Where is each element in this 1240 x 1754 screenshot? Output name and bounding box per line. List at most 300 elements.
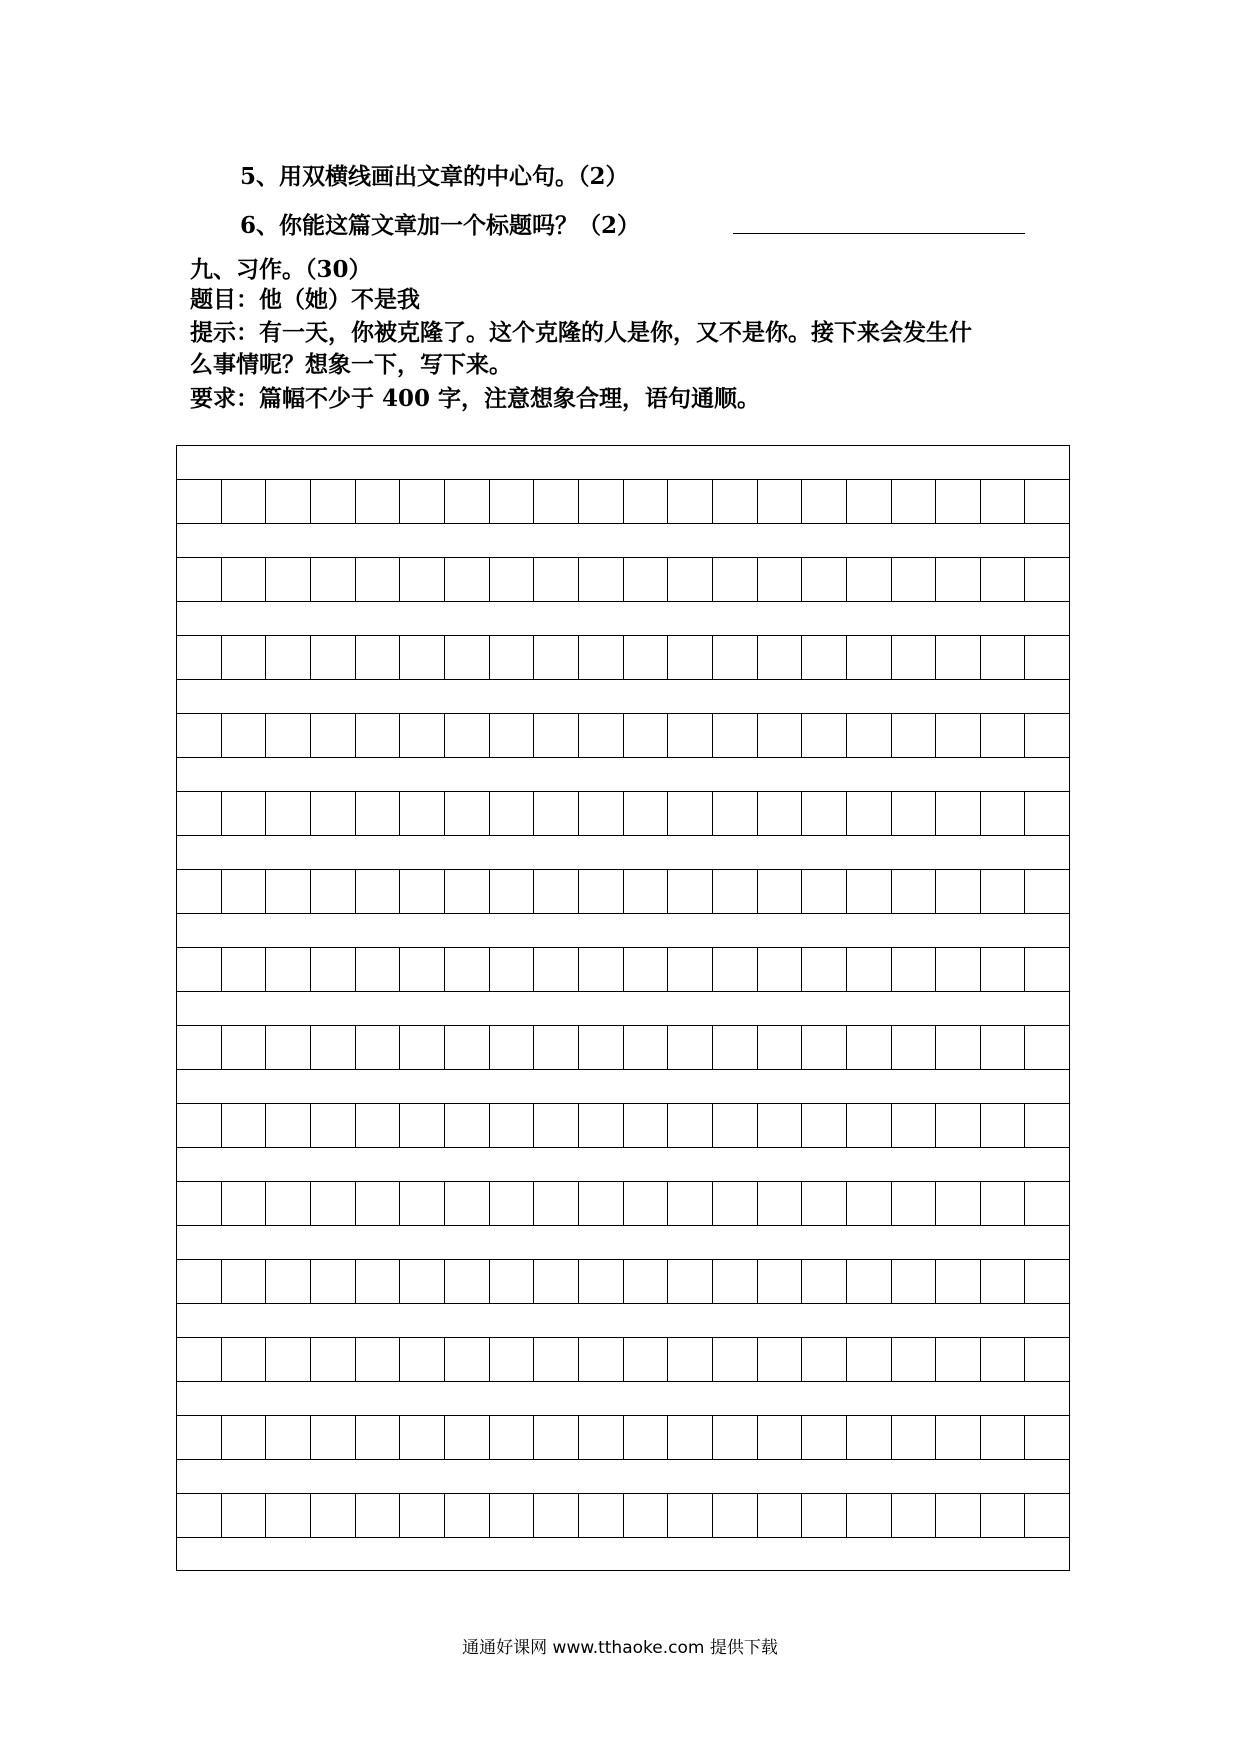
grid-cell[interactable] bbox=[534, 1026, 579, 1069]
grid-cell[interactable] bbox=[534, 948, 579, 991]
grid-cell[interactable] bbox=[758, 480, 803, 523]
grid-cell[interactable] bbox=[266, 636, 311, 679]
grid-cell[interactable] bbox=[311, 1026, 356, 1069]
grid-cell[interactable] bbox=[222, 1260, 267, 1303]
grid-row bbox=[177, 791, 1069, 836]
grid-cell[interactable] bbox=[758, 1104, 803, 1147]
grid-cell[interactable] bbox=[847, 714, 892, 757]
grid-row bbox=[177, 1181, 1069, 1226]
grid-cell[interactable] bbox=[177, 1026, 222, 1069]
grid-cell[interactable] bbox=[579, 1494, 624, 1537]
grid-cell[interactable] bbox=[400, 1494, 445, 1537]
grid-cell[interactable] bbox=[981, 714, 1026, 757]
grid-cell[interactable] bbox=[534, 792, 579, 835]
grid-cell[interactable] bbox=[936, 1182, 981, 1225]
grid-cell[interactable] bbox=[356, 1026, 401, 1069]
grid-cell[interactable] bbox=[1025, 480, 1069, 523]
grid-cell[interactable] bbox=[490, 1338, 535, 1381]
grid-cell[interactable] bbox=[222, 1338, 267, 1381]
grid-cell[interactable] bbox=[534, 870, 579, 913]
grid-cell[interactable] bbox=[847, 1416, 892, 1459]
grid-cell[interactable] bbox=[847, 1494, 892, 1537]
grid-cell[interactable] bbox=[490, 792, 535, 835]
grid-cell[interactable] bbox=[534, 1338, 579, 1381]
grid-cell[interactable] bbox=[400, 1260, 445, 1303]
grid-cell[interactable] bbox=[713, 1338, 758, 1381]
grid-cell[interactable] bbox=[579, 1260, 624, 1303]
grid-cell[interactable] bbox=[222, 792, 267, 835]
grid-cell[interactable] bbox=[490, 480, 535, 523]
composition-topic: 题目：他（她）不是我 bbox=[190, 286, 420, 313]
grid-cell[interactable] bbox=[445, 870, 490, 913]
grid-cell[interactable] bbox=[1025, 1260, 1069, 1303]
answer-blank-line[interactable] bbox=[733, 233, 1025, 234]
grid-cell[interactable] bbox=[177, 480, 222, 523]
grid-cell[interactable] bbox=[758, 1494, 803, 1537]
grid-cell[interactable] bbox=[847, 636, 892, 679]
grid-row bbox=[177, 1493, 1069, 1538]
grid-cell[interactable] bbox=[311, 1416, 356, 1459]
grid-cell[interactable] bbox=[892, 1026, 937, 1069]
grid-cell[interactable] bbox=[266, 1182, 311, 1225]
grid-cell[interactable] bbox=[177, 1182, 222, 1225]
grid-cell[interactable] bbox=[490, 636, 535, 679]
grid-cell[interactable] bbox=[177, 1338, 222, 1381]
grid-cell[interactable] bbox=[936, 714, 981, 757]
grid-cell[interactable] bbox=[311, 792, 356, 835]
grid-cell[interactable] bbox=[177, 948, 222, 991]
grid-cell[interactable] bbox=[624, 1104, 669, 1147]
grid-cell[interactable] bbox=[266, 1338, 311, 1381]
grid-cell[interactable] bbox=[311, 1494, 356, 1537]
grid-cell[interactable] bbox=[177, 1494, 222, 1537]
grid-cell[interactable] bbox=[266, 870, 311, 913]
grid-cell[interactable] bbox=[981, 558, 1026, 601]
grid-cell[interactable] bbox=[713, 558, 758, 601]
grid-cell[interactable] bbox=[802, 1494, 847, 1537]
grid-cell[interactable] bbox=[668, 1338, 713, 1381]
grid-cell[interactable] bbox=[222, 1494, 267, 1537]
grid-cell[interactable] bbox=[356, 558, 401, 601]
grid-cell[interactable] bbox=[668, 1494, 713, 1537]
grid-cell[interactable] bbox=[356, 1416, 401, 1459]
grid-cell[interactable] bbox=[1025, 792, 1069, 835]
grid-cell[interactable] bbox=[624, 1260, 669, 1303]
grid-cell[interactable] bbox=[624, 948, 669, 991]
grid-cell[interactable] bbox=[177, 558, 222, 601]
grid-cell[interactable] bbox=[177, 792, 222, 835]
grid-cell[interactable] bbox=[356, 480, 401, 523]
grid-cell[interactable] bbox=[579, 1338, 624, 1381]
grid-cell[interactable] bbox=[356, 1182, 401, 1225]
grid-cell[interactable] bbox=[802, 1182, 847, 1225]
grid-cell[interactable] bbox=[356, 714, 401, 757]
grid-cell[interactable] bbox=[177, 1104, 222, 1147]
grid-cell[interactable] bbox=[981, 636, 1026, 679]
grid-cell[interactable] bbox=[445, 1182, 490, 1225]
grid-cell[interactable] bbox=[936, 1338, 981, 1381]
grid-cell[interactable] bbox=[758, 870, 803, 913]
grid-cell[interactable] bbox=[579, 948, 624, 991]
grid-cell[interactable] bbox=[981, 480, 1026, 523]
grid-row bbox=[177, 557, 1069, 602]
grid-cell[interactable] bbox=[534, 1416, 579, 1459]
grid-cell[interactable] bbox=[445, 714, 490, 757]
grid-cell[interactable] bbox=[892, 792, 937, 835]
grid-cell[interactable] bbox=[356, 1260, 401, 1303]
grid-cell[interactable] bbox=[892, 1494, 937, 1537]
grid-cell[interactable] bbox=[1025, 1338, 1069, 1381]
grid-cell[interactable] bbox=[936, 948, 981, 991]
grid-cell[interactable] bbox=[713, 1416, 758, 1459]
grid-cell[interactable] bbox=[713, 948, 758, 991]
grid-cell[interactable] bbox=[892, 558, 937, 601]
grid-cell[interactable] bbox=[1025, 1182, 1069, 1225]
grid-cell[interactable] bbox=[981, 1182, 1026, 1225]
grid-cell[interactable] bbox=[847, 870, 892, 913]
grid-cell[interactable] bbox=[177, 1416, 222, 1459]
grid-cell[interactable] bbox=[981, 1338, 1026, 1381]
grid-cell[interactable] bbox=[892, 714, 937, 757]
grid-cell[interactable] bbox=[534, 1182, 579, 1225]
grid-cell[interactable] bbox=[177, 714, 222, 757]
grid-cell[interactable] bbox=[624, 1026, 669, 1069]
grid-cell[interactable] bbox=[758, 1182, 803, 1225]
grid-cell[interactable] bbox=[445, 1494, 490, 1537]
grid-cell[interactable] bbox=[668, 792, 713, 835]
grid-cell[interactable] bbox=[802, 558, 847, 601]
grid-cell[interactable] bbox=[445, 948, 490, 991]
section-heading: 九、习作。（30） bbox=[190, 256, 372, 283]
grid-cell[interactable] bbox=[445, 1026, 490, 1069]
grid-cell[interactable] bbox=[668, 636, 713, 679]
grid-cell[interactable] bbox=[222, 636, 267, 679]
grid-cell[interactable] bbox=[624, 792, 669, 835]
grid-cell[interactable] bbox=[400, 714, 445, 757]
grid-cell[interactable] bbox=[400, 792, 445, 835]
grid-cell[interactable] bbox=[445, 636, 490, 679]
grid-cell[interactable] bbox=[311, 870, 356, 913]
grid-cell[interactable] bbox=[222, 480, 267, 523]
grid-cell[interactable] bbox=[490, 1104, 535, 1147]
grid-cell[interactable] bbox=[534, 636, 579, 679]
grid-cell[interactable] bbox=[311, 948, 356, 991]
grid-cell[interactable] bbox=[847, 1104, 892, 1147]
grid-cell[interactable] bbox=[579, 636, 624, 679]
grid-cell[interactable] bbox=[490, 948, 535, 991]
grid-cell[interactable] bbox=[445, 1338, 490, 1381]
grid-cell[interactable] bbox=[936, 792, 981, 835]
grid-cell[interactable] bbox=[579, 558, 624, 601]
grid-row bbox=[177, 1415, 1069, 1460]
grid-cell[interactable] bbox=[400, 1026, 445, 1069]
grid-cell[interactable] bbox=[400, 480, 445, 523]
grid-cell[interactable] bbox=[802, 636, 847, 679]
grid-cell[interactable] bbox=[356, 1494, 401, 1537]
grid-cell[interactable] bbox=[758, 636, 803, 679]
grid-cell[interactable] bbox=[266, 1260, 311, 1303]
grid-cell[interactable] bbox=[802, 480, 847, 523]
grid-cell[interactable] bbox=[713, 792, 758, 835]
grid-cell[interactable] bbox=[936, 636, 981, 679]
grid-cell[interactable] bbox=[713, 870, 758, 913]
grid-cell[interactable] bbox=[802, 1260, 847, 1303]
grid-cell[interactable] bbox=[222, 558, 267, 601]
grid-cell[interactable] bbox=[490, 714, 535, 757]
grid-cell[interactable] bbox=[266, 558, 311, 601]
grid-cell[interactable] bbox=[445, 480, 490, 523]
grid-cell[interactable] bbox=[311, 1338, 356, 1381]
composition-requirement: 要求：篇幅不少于 400 字，注意想象合理，语句通顺。 bbox=[190, 385, 761, 412]
grid-row bbox=[177, 713, 1069, 758]
grid-cell[interactable] bbox=[266, 714, 311, 757]
grid-cell[interactable] bbox=[400, 558, 445, 601]
grid-cell[interactable] bbox=[445, 1260, 490, 1303]
grid-cell[interactable] bbox=[892, 636, 937, 679]
grid-cell[interactable] bbox=[1025, 948, 1069, 991]
grid-cell[interactable] bbox=[579, 1182, 624, 1225]
grid-cell[interactable] bbox=[534, 1260, 579, 1303]
grid-cell[interactable] bbox=[981, 1104, 1026, 1147]
grid-cell[interactable] bbox=[892, 480, 937, 523]
grid-cell[interactable] bbox=[266, 1104, 311, 1147]
grid-cell[interactable] bbox=[847, 1182, 892, 1225]
grid-cell[interactable] bbox=[936, 1260, 981, 1303]
grid-cell[interactable] bbox=[847, 792, 892, 835]
grid-cell[interactable] bbox=[802, 1338, 847, 1381]
grid-cell[interactable] bbox=[713, 480, 758, 523]
grid-cell[interactable] bbox=[445, 558, 490, 601]
grid-cell[interactable] bbox=[356, 1104, 401, 1147]
grid-cell[interactable] bbox=[713, 1026, 758, 1069]
grid-cell[interactable] bbox=[534, 714, 579, 757]
grid-cell[interactable] bbox=[847, 1338, 892, 1381]
grid-cell[interactable] bbox=[311, 636, 356, 679]
grid-cell[interactable] bbox=[981, 948, 1026, 991]
grid-cell[interactable] bbox=[624, 480, 669, 523]
grid-cell[interactable] bbox=[668, 1026, 713, 1069]
grid-cell[interactable] bbox=[490, 870, 535, 913]
grid-cell[interactable] bbox=[266, 480, 311, 523]
grid-cell[interactable] bbox=[758, 1338, 803, 1381]
grid-cell[interactable] bbox=[534, 558, 579, 601]
grid-cell[interactable] bbox=[668, 1182, 713, 1225]
grid-cell[interactable] bbox=[311, 480, 356, 523]
grid-cell[interactable] bbox=[1025, 1416, 1069, 1459]
grid-cell[interactable] bbox=[892, 1416, 937, 1459]
grid-cell[interactable] bbox=[936, 1494, 981, 1537]
grid-cell[interactable] bbox=[802, 1416, 847, 1459]
grid-cell[interactable] bbox=[892, 1260, 937, 1303]
grid-cell[interactable] bbox=[892, 1104, 937, 1147]
grid-cell[interactable] bbox=[713, 1494, 758, 1537]
grid-cell[interactable] bbox=[802, 1104, 847, 1147]
grid-cell[interactable] bbox=[579, 1416, 624, 1459]
composition-hint-line-1: 提示：有一天，你被克隆了。这个克隆的人是你，又不是你。接下来会发生什 bbox=[190, 319, 972, 346]
grid-cell[interactable] bbox=[668, 870, 713, 913]
grid-cell[interactable] bbox=[266, 1416, 311, 1459]
grid-cell[interactable] bbox=[356, 948, 401, 991]
grid-cell[interactable] bbox=[624, 1494, 669, 1537]
grid-cell[interactable] bbox=[490, 1260, 535, 1303]
grid-cell[interactable] bbox=[534, 1104, 579, 1147]
grid-row bbox=[177, 635, 1069, 680]
grid-cell[interactable] bbox=[981, 1494, 1026, 1537]
grid-cell[interactable] bbox=[311, 714, 356, 757]
grid-cell[interactable] bbox=[356, 636, 401, 679]
grid-cell[interactable] bbox=[713, 1182, 758, 1225]
grid-cell[interactable] bbox=[400, 1104, 445, 1147]
grid-cell[interactable] bbox=[222, 870, 267, 913]
grid-cell[interactable] bbox=[1025, 1104, 1069, 1147]
grid-cell[interactable] bbox=[936, 480, 981, 523]
grid-cell[interactable] bbox=[758, 714, 803, 757]
grid-cell[interactable] bbox=[802, 1026, 847, 1069]
grid-cell[interactable] bbox=[266, 948, 311, 991]
grid-cell[interactable] bbox=[936, 870, 981, 913]
grid-cell[interactable] bbox=[579, 792, 624, 835]
grid-cell[interactable] bbox=[445, 1104, 490, 1147]
question-6: 6、你能这篇文章加一个标题吗？（2） bbox=[240, 212, 641, 239]
grid-cell[interactable] bbox=[1025, 558, 1069, 601]
grid-cell[interactable] bbox=[624, 1416, 669, 1459]
grid-cell[interactable] bbox=[713, 636, 758, 679]
grid-row bbox=[177, 869, 1069, 914]
grid-cell[interactable] bbox=[936, 558, 981, 601]
grid-cell[interactable] bbox=[445, 792, 490, 835]
grid-cell[interactable] bbox=[668, 948, 713, 991]
grid-cell[interactable] bbox=[936, 1026, 981, 1069]
grid-cell[interactable] bbox=[668, 1104, 713, 1147]
grid-cell[interactable] bbox=[490, 558, 535, 601]
grid-cell[interactable] bbox=[624, 870, 669, 913]
grid-row bbox=[177, 947, 1069, 992]
grid-cell[interactable] bbox=[892, 1182, 937, 1225]
grid-cell[interactable] bbox=[981, 1416, 1026, 1459]
grid-cell[interactable] bbox=[266, 792, 311, 835]
grid-cell[interactable] bbox=[579, 714, 624, 757]
grid-cell[interactable] bbox=[356, 792, 401, 835]
grid-cell[interactable] bbox=[668, 1416, 713, 1459]
grid-cell[interactable] bbox=[400, 870, 445, 913]
grid-cell[interactable] bbox=[222, 948, 267, 991]
grid-cell[interactable] bbox=[713, 1260, 758, 1303]
grid-cell[interactable] bbox=[847, 948, 892, 991]
grid-cell[interactable] bbox=[400, 1182, 445, 1225]
grid-cell[interactable] bbox=[713, 1104, 758, 1147]
grid-cell[interactable] bbox=[266, 1494, 311, 1537]
grid-cell[interactable] bbox=[222, 1182, 267, 1225]
grid-cell[interactable] bbox=[311, 1104, 356, 1147]
grid-cell[interactable] bbox=[668, 1260, 713, 1303]
grid-cell[interactable] bbox=[802, 792, 847, 835]
grid-cell[interactable] bbox=[400, 948, 445, 991]
grid-cell[interactable] bbox=[177, 1260, 222, 1303]
grid-row bbox=[177, 479, 1069, 524]
grid-cell[interactable] bbox=[936, 1104, 981, 1147]
grid-cell[interactable] bbox=[668, 480, 713, 523]
grid-cell[interactable] bbox=[847, 480, 892, 523]
grid-cell[interactable] bbox=[624, 714, 669, 757]
grid-cell[interactable] bbox=[177, 870, 222, 913]
grid-cell[interactable] bbox=[356, 870, 401, 913]
grid-cell[interactable] bbox=[1025, 1494, 1069, 1537]
grid-cell[interactable] bbox=[222, 1104, 267, 1147]
grid-cell[interactable] bbox=[222, 1026, 267, 1069]
grid-cell[interactable] bbox=[668, 558, 713, 601]
grid-cell[interactable] bbox=[847, 1026, 892, 1069]
grid-cell[interactable] bbox=[981, 1026, 1026, 1069]
grid-cell[interactable] bbox=[892, 1338, 937, 1381]
grid-cell[interactable] bbox=[400, 1338, 445, 1381]
grid-cell[interactable] bbox=[758, 558, 803, 601]
grid-cell[interactable] bbox=[356, 1338, 401, 1381]
grid-cell[interactable] bbox=[624, 1182, 669, 1225]
grid-cell[interactable] bbox=[534, 480, 579, 523]
grid-row bbox=[177, 1259, 1069, 1304]
grid-cell[interactable] bbox=[758, 948, 803, 991]
grid-cell[interactable] bbox=[579, 1026, 624, 1069]
grid-cell[interactable] bbox=[445, 1416, 490, 1459]
grid-cell[interactable] bbox=[713, 714, 758, 757]
footer-text: 通通好课网 www.tthaoke.com 提供下载 bbox=[462, 1638, 778, 1658]
grid-cell[interactable] bbox=[177, 636, 222, 679]
grid-cell[interactable] bbox=[624, 558, 669, 601]
grid-cell[interactable] bbox=[400, 636, 445, 679]
grid-cell[interactable] bbox=[490, 1416, 535, 1459]
grid-cell[interactable] bbox=[579, 870, 624, 913]
grid-cell[interactable] bbox=[936, 1416, 981, 1459]
grid-cell[interactable] bbox=[1025, 636, 1069, 679]
grid-cell[interactable] bbox=[534, 1494, 579, 1537]
grid-cell[interactable] bbox=[758, 1416, 803, 1459]
grid-cell[interactable] bbox=[802, 870, 847, 913]
grid-cell[interactable] bbox=[222, 1416, 267, 1459]
grid-cell[interactable] bbox=[802, 714, 847, 757]
grid-cell[interactable] bbox=[1025, 1026, 1069, 1069]
grid-row bbox=[177, 1103, 1069, 1148]
grid-cell[interactable] bbox=[758, 792, 803, 835]
composition-hint-line-2: 么事情呢？想象一下，写下来。 bbox=[190, 351, 512, 378]
grid-cell[interactable] bbox=[624, 636, 669, 679]
grid-cell[interactable] bbox=[802, 948, 847, 991]
grid-cell[interactable] bbox=[892, 870, 937, 913]
grid-cell[interactable] bbox=[266, 1026, 311, 1069]
grid-cell[interactable] bbox=[311, 558, 356, 601]
grid-cell[interactable] bbox=[579, 480, 624, 523]
grid-cell[interactable] bbox=[981, 792, 1026, 835]
grid-cell[interactable] bbox=[311, 1182, 356, 1225]
grid-cell[interactable] bbox=[311, 1260, 356, 1303]
grid-cell[interactable] bbox=[1025, 714, 1069, 757]
grid-cell[interactable] bbox=[981, 870, 1026, 913]
grid-cell[interactable] bbox=[490, 1182, 535, 1225]
grid-cell[interactable] bbox=[892, 948, 937, 991]
grid-cell[interactable] bbox=[624, 1338, 669, 1381]
grid-cell[interactable] bbox=[222, 714, 267, 757]
grid-cell[interactable] bbox=[1025, 870, 1069, 913]
grid-cell[interactable] bbox=[668, 714, 713, 757]
grid-cell[interactable] bbox=[400, 1416, 445, 1459]
grid-cell[interactable] bbox=[981, 1260, 1026, 1303]
grid-cell[interactable] bbox=[490, 1494, 535, 1537]
grid-cell[interactable] bbox=[847, 1260, 892, 1303]
grid-cell[interactable] bbox=[490, 1026, 535, 1069]
grid-cell[interactable] bbox=[758, 1026, 803, 1069]
grid-cell[interactable] bbox=[847, 558, 892, 601]
grid-cell[interactable] bbox=[758, 1260, 803, 1303]
grid-cell[interactable] bbox=[579, 1104, 624, 1147]
